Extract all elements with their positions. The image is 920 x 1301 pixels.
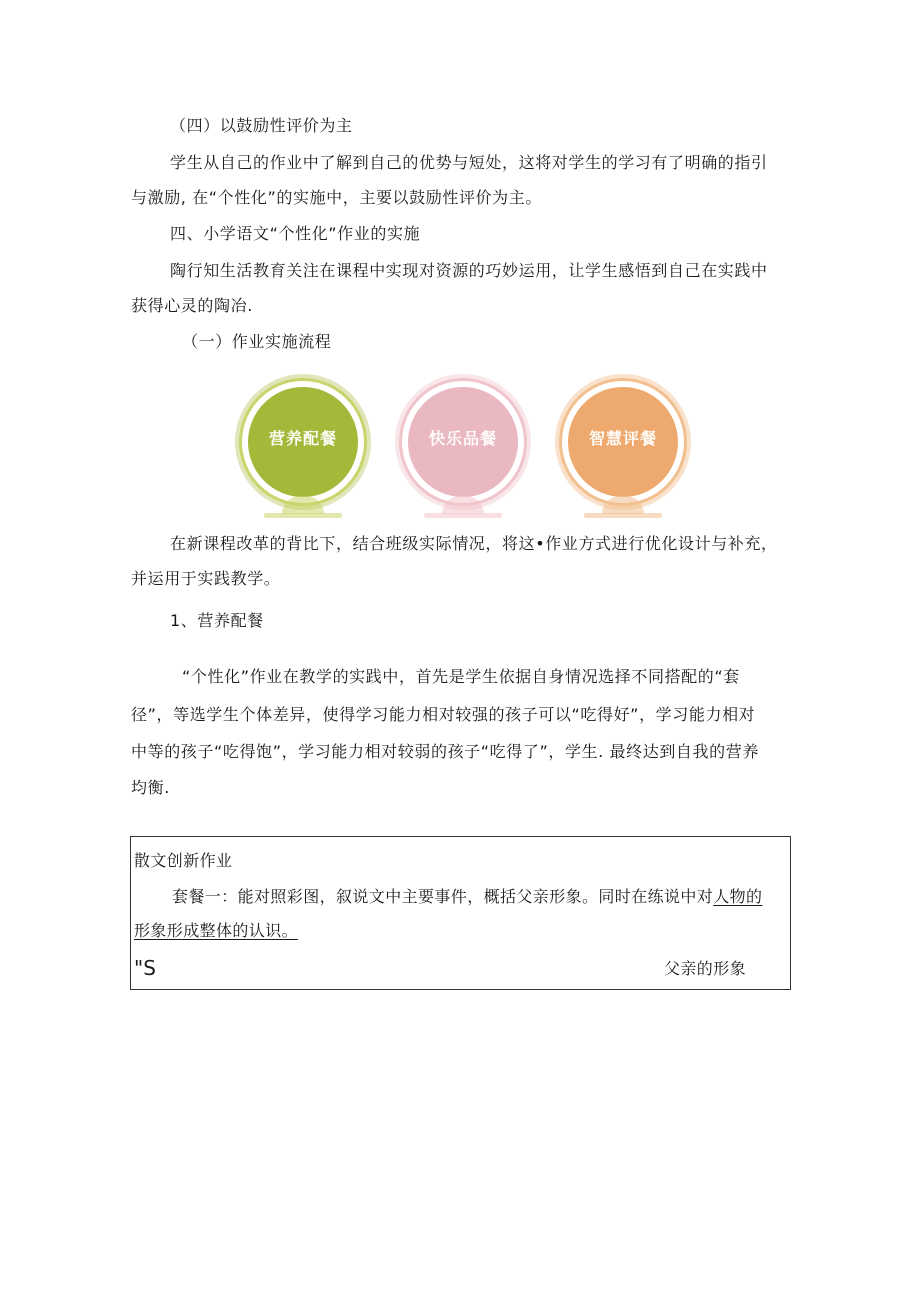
paragraph-reform-line-2: 并运用于实践教学。 — [131, 569, 281, 588]
box-line-1-underlined: 人物的 — [713, 887, 763, 906]
bubble-label-happy: 快乐品餐 — [428, 429, 497, 448]
bubble-wisdom — [550, 370, 696, 522]
box-line-2: 形象形成整体的认识。 — [134, 921, 299, 940]
box-line-1 — [172, 887, 762, 907]
paragraph-personalized-line-2: 径”，等选学生个体差异，使得学习能力相对较强的孩子可以“吃得好”，学习能力相对 — [131, 705, 756, 724]
paragraph-tao-line-2: 获得心灵的陶冶. — [131, 296, 253, 315]
process-flow-figure — [230, 370, 690, 522]
bubble-happy — [390, 370, 536, 522]
paragraph-personalized-line-4: 均衡. — [131, 778, 170, 797]
paragraph-personalized-line-3: 中等的孩子“吃得饱”，学习能力相对较弱的孩子“吃得了”，学生. 最终达到自我的营养 — [131, 742, 759, 761]
heading-encouraging-evaluation: （四）以鼓励性评价为主 — [170, 116, 353, 135]
paragraph-tao-line-1: 陶行知生活教育关注在课程中实现对资源的巧妙运用，让学生感悟到自己在实践中 — [170, 261, 768, 280]
bubble-label-nutrition: 营养配餐 — [268, 429, 337, 448]
bubble-base — [584, 513, 662, 518]
prose-homework-box — [130, 836, 791, 990]
paragraph-evaluation-line-2: 与激励, 在“个性化”的实施中，主要以鼓励性评价为主。 — [131, 188, 542, 207]
paragraph-evaluation-line-1: 学生从自己的作业中了解到自己的优势与短处，这将对学生的学习有了明确的指引 — [170, 153, 768, 172]
paragraph-personalized-line-1: “个性化”作业在教学的实践中，首先是学生依据自身情况选择不同搭配的“套 — [182, 667, 740, 686]
box-line-1-text: 套餐一：能对照彩图，叙说文中主要事件，概括父亲形象。同时在练说中对 — [172, 887, 714, 906]
section-heading-implementation: 四、小学语文“个性化”作业的实施 — [170, 224, 421, 243]
box-right-text: 父亲的形象 — [664, 959, 747, 978]
box-title: 散文创新作业 — [134, 851, 233, 870]
bubble-nutrition — [230, 370, 376, 522]
box-left-mark: "S — [134, 956, 156, 980]
bubble-label-wisdom: 智慧评餐 — [588, 429, 657, 448]
paragraph-reform-line-1: 在新课程改革的背比下，结合班级实际情况，将这•作业方式进行优化设计与补充， — [170, 534, 778, 553]
subheading-nutrition-meal: 1、营养配餐 — [170, 611, 264, 630]
bubble-base — [264, 513, 342, 518]
bubble-base — [424, 513, 502, 518]
subheading-process: （一）作业实施流程 — [182, 332, 332, 351]
